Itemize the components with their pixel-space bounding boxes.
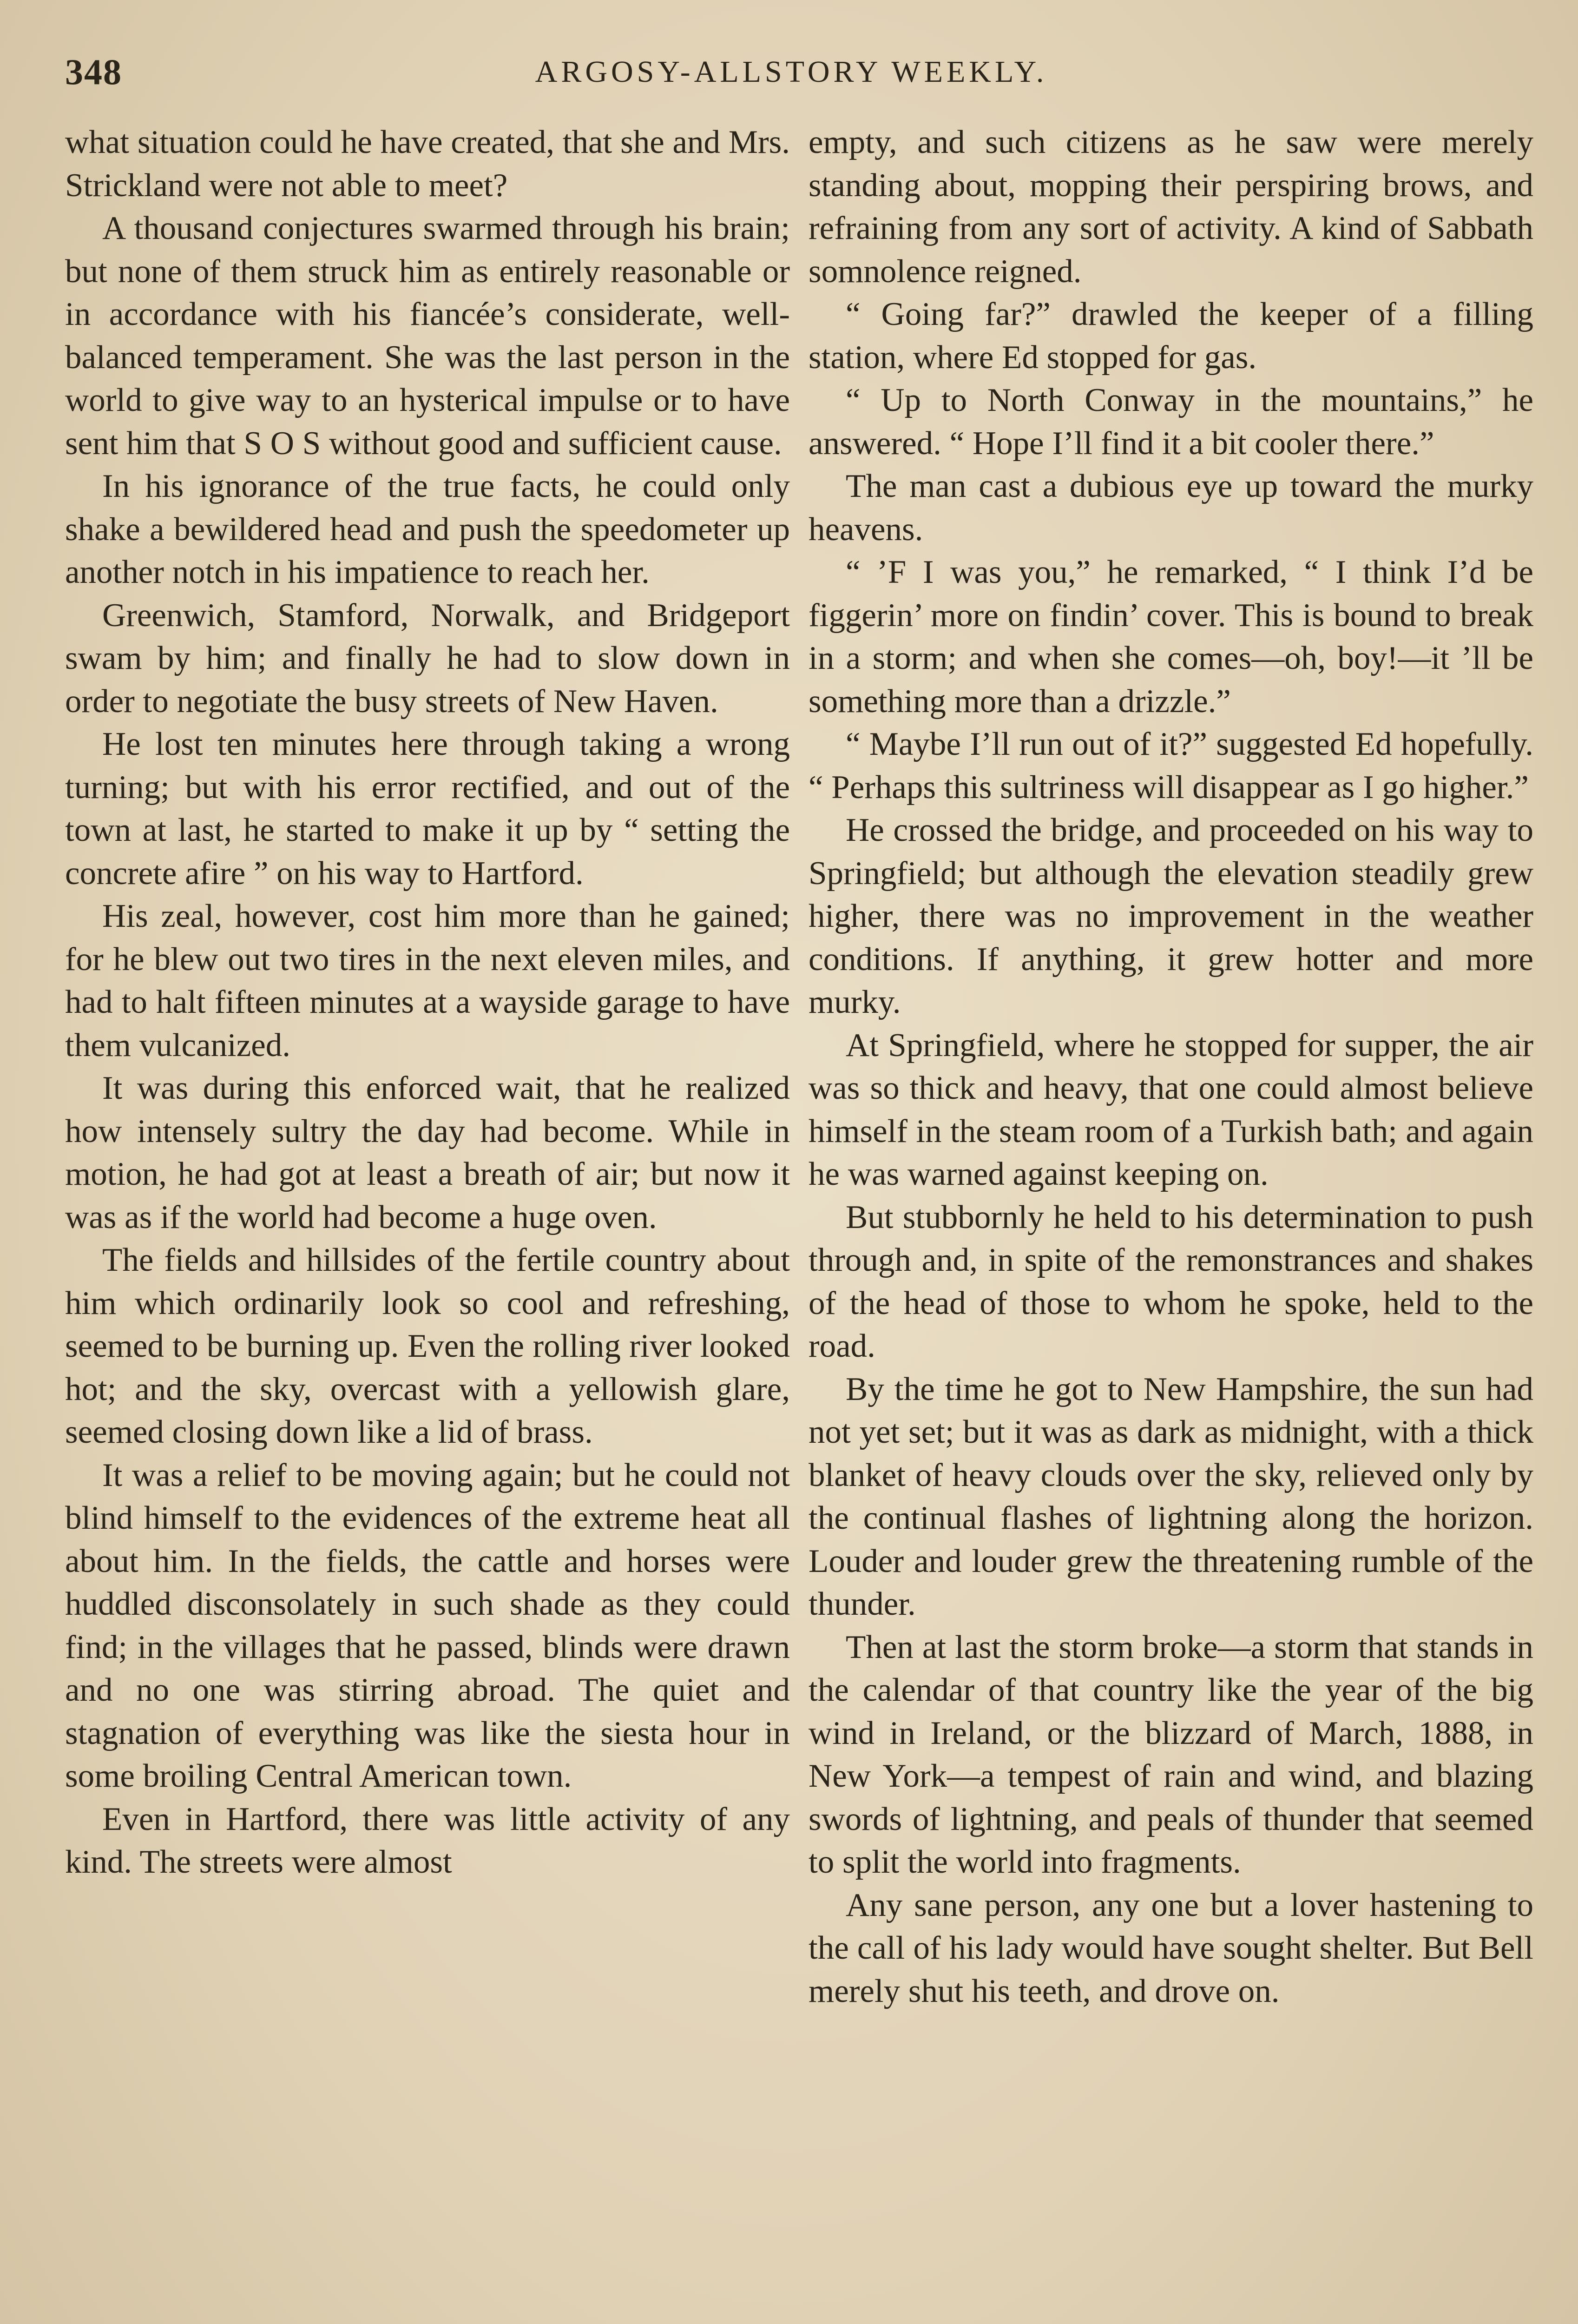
paragraph: The fields and hillsides of the fertile country about him which ordinarily look so cool and refreshing, seemed to be burning up. Even the rolling river looked hot; and the sky, overcast with a yellowish glare, seemed closing down like a lid of brass.: [65, 1242, 790, 1450]
paragraph: It was a relief to be moving again; but he could not blind himself to the evidences of the extreme heat all about him. In the fields, the cattle and horses were huddled disconsolately in such shade as they could find; in the villages that he passed, blinds were drawn and no one was stirring abroad. The quiet and stagnation of everything was like the siesta hour in some broiling Central American town.: [65, 1457, 790, 1794]
left-column: [65, 121, 790, 1884]
paragraph: “ ’F I was you,” he remarked, “ I think I’d be figgerin’ more on findin’ cover. This is bound to break in a storm; and when she comes—oh, boy!—it ’ll be something more than a drizzle.”: [809, 554, 1533, 720]
paragraph: empty, and such citizens as he saw were merely standing about, mopping their perspiring brows, and refraining from any sort of activity. A kind of Sabbath somnolence reigned.: [809, 124, 1533, 290]
paragraph: Greenwich, Stamford, Norwalk, and Bridgeport swam by him; and finally he had to slow down in order to negotiate the busy streets of New Haven.: [65, 597, 790, 720]
page-number: 348: [65, 52, 122, 92]
paragraph: Any sane person, any one but a lover hastening to the call of his lady would have sought shelter. But Bell merely shut his teeth, and drove on.: [809, 1887, 1533, 2009]
paragraph: It was during this enforced wait, that he realized how intensely sultry the day had become. While in motion, he had got at least a breath of air; but now it was as if the world had become a huge oven.: [65, 1070, 790, 1235]
paragraph: By the time he got to New Hampshire, the sun had not yet set; but it was as dark as midnight, with a thick blanket of heavy clouds over the sky, relieved only by the continual flashes of lightning along the horizon. Louder and louder grew the threatening rumble of the thunder.: [809, 1371, 1533, 1622]
paragraph: Then at last the storm broke—a storm that stands in the calendar of that country like the year of the big wind in Ireland, or the blizzard of March, 1888, in New York—a tempest of rain and wind, and blazing swords of lightning, and peals of thunder that seemed to split the world into fragments.: [809, 1629, 1533, 1880]
right-column: [809, 121, 1533, 2013]
paragraph: His zeal, however, cost him more than he gained; for he blew out two tires in the next eleven miles, and had to halt fifteen minutes at a wayside garage to have them vulcanized.: [65, 898, 790, 1063]
paragraph: At Springfield, where he stopped for supper, the air was so thick and heavy, that one could almost believe himself in the steam room of a Turkish bath; and again he was warned against keeping on.: [809, 1027, 1533, 1192]
paragraph: He lost ten minutes here through taking a wrong turning; but with his error rectified, and out of the town at last, he started to make it up by “ setting the concrete afire ” on his way to Hartford.: [65, 726, 790, 891]
paragraph: Even in Hartford, there was little activity of any kind. The streets were almost: [65, 1801, 790, 1880]
paragraph: “ Maybe I’ll run out of it?” suggested Ed hopefully. “ Perhaps this sultriness will disappear as I go higher.”: [809, 726, 1533, 805]
paragraph: “ Up to North Conway in the mountains,” he answered. “ Hope I’ll find it a bit cooler there.”: [809, 382, 1533, 462]
paragraph: The man cast a dubious eye up toward the murky heavens.: [809, 468, 1533, 548]
paragraph: A thousand conjectures swarmed through his brain; but none of them struck him as entirely reasonable or in accordance with his fiancée’s considerate, well-balanced temperament. She was the last person in the world to give way to an hysterical impulse or to have sent him that S O S without good and sufficient cause.: [65, 210, 790, 462]
running-head: ARGOSY-ALLSTORY WEEKLY.: [535, 55, 1048, 89]
paragraph: what situation could he have created, that she and Mrs. Strickland were not able to meet?: [65, 124, 790, 204]
paragraph: “ Going far?” drawled the keeper of a filling station, where Ed stopped for gas.: [809, 296, 1533, 376]
paragraph: But stubbornly he held to his determination to push through and, in spite of the remonstrances and shakes of the head of those to whom he spoke, held to the road.: [809, 1199, 1533, 1364]
paragraph: He crossed the bridge, and proceeded on his way to Springfield; but although the elevation steadily grew higher, there was no improvement in the weather conditions. If anything, it grew hotter and more murky.: [809, 812, 1533, 1020]
paragraph: In his ignorance of the true facts, he could only shake a bewildered head and push the speedometer up another notch in his impatience to reach her.: [65, 468, 790, 590]
page-header: [65, 46, 1518, 98]
